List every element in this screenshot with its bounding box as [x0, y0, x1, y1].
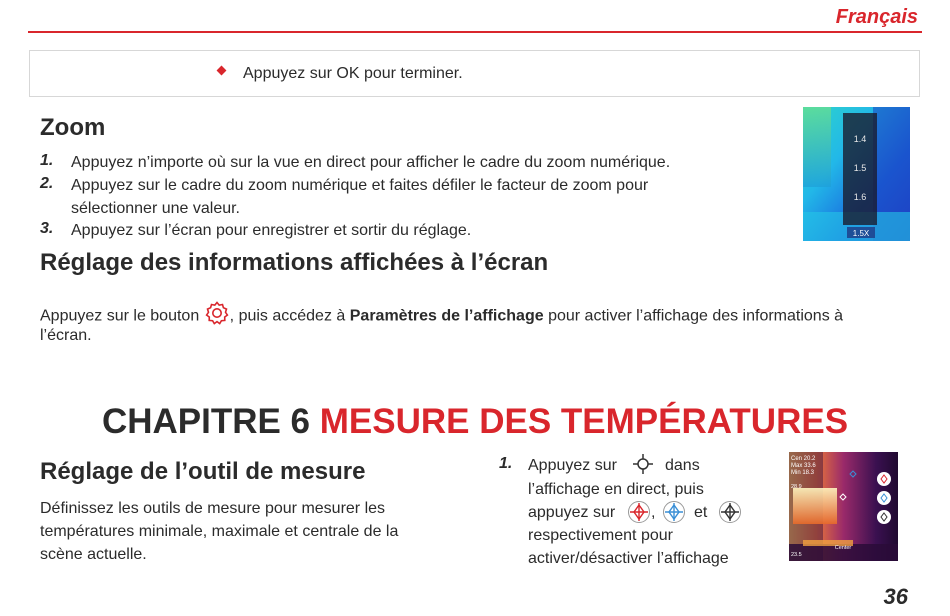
zoom-value-1: 1.4	[853, 134, 867, 144]
osd-paragraph	[40, 300, 843, 333]
osd-text-mid: , puis accédez à	[229, 307, 350, 325]
zoom-step-2-text-line1: Appuyez sur le cadre du zoom numérique et faites défiler le facteur de zoom pour	[71, 177, 649, 194]
center-label: Center	[834, 545, 852, 551]
max-toggle-icon[interactable]	[877, 472, 891, 486]
readout-center: Cen 20.2	[791, 456, 816, 462]
measure-step-1-l4: respectivement pour	[528, 527, 673, 544]
measure-para-line3: scène actuelle.	[40, 546, 147, 563]
measure-para-line1: Définissez les outils de mesure pour mesurer les	[40, 500, 386, 517]
chapter-prefix: CHAPITRE 6	[101, 402, 320, 441]
gear-icon	[204, 300, 230, 333]
header-rule	[28, 31, 922, 33]
measure-step-1-l3b: ,	[651, 504, 656, 521]
crosshair-icon	[632, 453, 654, 480]
measure-step-1-l5: activer/désactiver l’affichage	[528, 550, 729, 567]
measure-step-1-l1b: dans	[665, 457, 700, 474]
measure-step-1-number: 1.	[499, 455, 513, 472]
zoom-value-3: 1.6	[853, 192, 867, 202]
center-toggle-icon[interactable]	[877, 510, 891, 524]
chapter-name: MESURE DES TEMPÉRATURES	[319, 402, 849, 441]
measure-para-line2: températures minimale, maximale et centrale de la	[40, 523, 399, 540]
readout-min: Min 18.3	[791, 470, 815, 476]
zoom-step-3-text: Appuyez sur l’écran pour enregistrer et sortir du réglage.	[71, 222, 472, 239]
zoom-badge: 1.5X	[852, 229, 870, 238]
page-number: 36	[883, 584, 908, 609]
min-toggle-icon[interactable]	[877, 491, 891, 505]
measure-heading: Réglage de l’outil de mesure	[40, 458, 366, 485]
measure-step-1-l3a: appuyez sur	[528, 504, 616, 521]
scale-top: 28.9	[791, 484, 802, 490]
zoom-value-2: 1.5	[853, 163, 867, 173]
osd-text-after: pour activer l’affichage des informations à	[543, 307, 844, 325]
readout-max: Max 33.6	[791, 463, 816, 469]
scale-bottom: 23.5	[791, 552, 802, 558]
note-box	[29, 50, 920, 97]
thermal-measure-illustration	[789, 452, 898, 561]
measure-step-1-l3c: et	[694, 504, 708, 521]
measure-step-1-l2: l’affichage en direct, puis	[528, 481, 704, 498]
osd-text-bold: Paramètres de l’affichage	[349, 307, 544, 325]
language-label: Français	[835, 6, 918, 28]
zoom-illustration	[803, 107, 910, 241]
center-temp-target-icon	[718, 500, 742, 529]
osd-paragraph-line2: l’écran.	[40, 327, 92, 344]
measure-step-1-l1a: Appuyez sur	[528, 457, 617, 474]
zoom-heading: Zoom	[40, 114, 106, 141]
osd-heading: Réglage des informations affichées à l’écran	[40, 249, 549, 276]
zoom-step-2-number: 2.	[40, 175, 54, 192]
zoom-step-3-number: 3.	[40, 220, 54, 237]
chapter-title	[0, 402, 950, 442]
note-text: Appuyez sur OK pour terminer.	[243, 65, 463, 82]
osd-text-before: Appuyez sur le bouton	[40, 307, 204, 325]
zoom-step-2-text-line2: sélectionner une valeur.	[71, 200, 240, 217]
zoom-step-1-number: 1.	[40, 152, 54, 169]
zoom-step-1-text: Appuyez n’importe où sur la vue en direct pour afficher le cadre du zoom numérique.	[71, 154, 671, 171]
